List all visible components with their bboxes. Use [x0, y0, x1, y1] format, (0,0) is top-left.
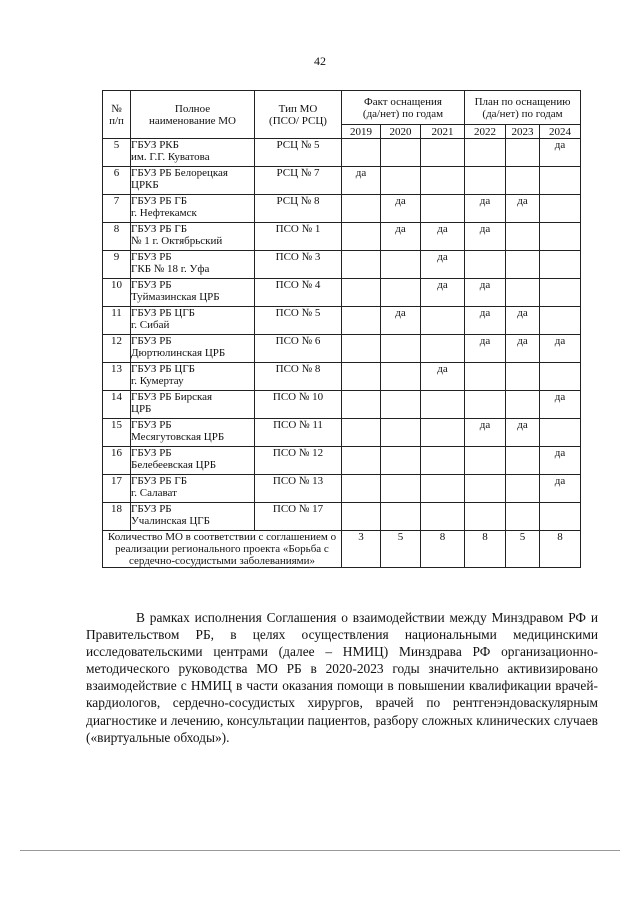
year-cell	[465, 447, 506, 475]
year-cell: да	[465, 307, 506, 335]
year-cell	[342, 195, 381, 223]
year-cell	[465, 251, 506, 279]
header-type: Тип МО (ПСО/ РСЦ)	[255, 91, 342, 139]
org-type: ПСО № 17	[255, 503, 342, 531]
year-cell	[342, 279, 381, 307]
org-name: ГБУЗ РБ ЦГБ г. Сибай	[131, 307, 255, 335]
row-number: 7	[103, 195, 131, 223]
year-cell: да	[506, 307, 540, 335]
year-cell	[421, 447, 465, 475]
year-cell	[381, 419, 421, 447]
header-year: 2020	[381, 125, 421, 139]
year-cell	[506, 251, 540, 279]
year-cell: да	[421, 279, 465, 307]
year-cell	[506, 223, 540, 251]
year-cell	[506, 279, 540, 307]
header-year: 2023	[506, 125, 540, 139]
year-cell: да	[506, 195, 540, 223]
year-cell	[342, 475, 381, 503]
year-cell	[465, 139, 506, 167]
org-type: РСЦ № 8	[255, 195, 342, 223]
year-cell	[465, 503, 506, 531]
org-name: ГБУЗ РБ ГБ № 1 г. Октябрьский	[131, 223, 255, 251]
row-number: 15	[103, 419, 131, 447]
row-number: 16	[103, 447, 131, 475]
year-cell	[342, 419, 381, 447]
org-type: ПСО № 10	[255, 391, 342, 419]
year-cell	[421, 419, 465, 447]
org-name: ГБУЗ РБ Белорецкая ЦРКБ	[131, 167, 255, 195]
row-number: 6	[103, 167, 131, 195]
year-cell: да	[540, 391, 581, 419]
year-cell	[421, 195, 465, 223]
row-number: 13	[103, 363, 131, 391]
table-row	[103, 391, 581, 419]
summary-value: 5	[381, 531, 421, 568]
year-cell: да	[465, 195, 506, 223]
year-cell: да	[465, 223, 506, 251]
year-cell	[506, 391, 540, 419]
org-name: ГБУЗ РБ Туймазинская ЦРБ	[131, 279, 255, 307]
year-cell	[421, 139, 465, 167]
page-number: 42	[314, 54, 326, 68]
year-cell	[540, 363, 581, 391]
table-row	[103, 139, 581, 167]
year-cell	[421, 475, 465, 503]
table-row	[103, 335, 581, 363]
org-type: ПСО № 6	[255, 335, 342, 363]
header-fact: Факт оснащения (да/нет) по годам	[342, 91, 465, 125]
year-cell	[465, 475, 506, 503]
row-number: 18	[103, 503, 131, 531]
year-cell	[465, 167, 506, 195]
org-name: ГБУЗ РБ Белебеевская ЦРБ	[131, 447, 255, 475]
header-year: 2019	[342, 125, 381, 139]
year-cell	[381, 503, 421, 531]
year-cell	[540, 167, 581, 195]
header-year: 2024	[540, 125, 581, 139]
year-cell	[421, 391, 465, 419]
row-number: 10	[103, 279, 131, 307]
year-cell	[342, 251, 381, 279]
summary-label: Количество МО в соответствии с соглашением о реализации регионального проекта «Борьба с сердечно-сосудистыми заболеваниями»	[103, 531, 342, 568]
year-cell: да	[421, 363, 465, 391]
row-number: 8	[103, 223, 131, 251]
table-row	[103, 195, 581, 223]
row-number: 11	[103, 307, 131, 335]
header-year: 2022	[465, 125, 506, 139]
org-name: ГБУЗ РБ Бирская ЦРБ	[131, 391, 255, 419]
year-cell	[342, 139, 381, 167]
year-cell	[540, 223, 581, 251]
year-cell	[342, 223, 381, 251]
header-name: Полное наименование МО	[131, 91, 255, 139]
year-cell: да	[421, 251, 465, 279]
year-cell	[465, 391, 506, 419]
org-type: ПСО № 3	[255, 251, 342, 279]
summary-value: 8	[465, 531, 506, 568]
org-type: ПСО № 1	[255, 223, 342, 251]
year-cell	[381, 335, 421, 363]
year-cell	[381, 251, 421, 279]
year-cell	[506, 447, 540, 475]
year-cell	[381, 391, 421, 419]
year-cell	[381, 363, 421, 391]
table-row	[103, 251, 581, 279]
year-cell: да	[465, 419, 506, 447]
header-num: № п/п	[103, 91, 131, 139]
table-row	[103, 363, 581, 391]
org-type: РСЦ № 7	[255, 167, 342, 195]
org-name: ГБУЗ РБ ЦГБ г. Кумертау	[131, 363, 255, 391]
row-number: 14	[103, 391, 131, 419]
org-type: ПСО № 4	[255, 279, 342, 307]
row-number: 5	[103, 139, 131, 167]
year-cell	[342, 335, 381, 363]
year-cell	[381, 139, 421, 167]
table-row	[103, 447, 581, 475]
org-name: ГБУЗ РБ ГБ г. Нефтекамск	[131, 195, 255, 223]
summary-value: 8	[540, 531, 581, 568]
org-name: ГБУЗ РБ Учалинская ЦГБ	[131, 503, 255, 531]
year-cell	[540, 307, 581, 335]
org-name: ГБУЗ РБ ГБ г. Салават	[131, 475, 255, 503]
year-cell	[540, 419, 581, 447]
table-row	[103, 503, 581, 531]
header-plan: План по оснащению (да/нет) по годам	[465, 91, 581, 125]
year-cell: да	[381, 223, 421, 251]
year-cell	[381, 279, 421, 307]
year-cell	[540, 279, 581, 307]
year-cell	[540, 251, 581, 279]
year-cell: да	[381, 195, 421, 223]
year-cell	[421, 335, 465, 363]
org-type: ПСО № 12	[255, 447, 342, 475]
year-cell: да	[540, 139, 581, 167]
year-cell	[342, 307, 381, 335]
year-cell: да	[540, 335, 581, 363]
equipment-table	[102, 90, 581, 568]
year-cell: да	[421, 223, 465, 251]
year-cell	[506, 503, 540, 531]
org-name: ГБУЗ РБ Дюртюлинская ЦРБ	[131, 335, 255, 363]
year-cell	[506, 139, 540, 167]
year-cell	[342, 363, 381, 391]
row-number: 12	[103, 335, 131, 363]
org-type: ПСО № 13	[255, 475, 342, 503]
year-cell	[506, 475, 540, 503]
table-row	[103, 167, 581, 195]
org-name: ГБУЗ РБ Месягутовская ЦРБ	[131, 419, 255, 447]
year-cell	[381, 167, 421, 195]
year-cell: да	[540, 475, 581, 503]
year-cell	[421, 503, 465, 531]
table-row	[103, 475, 581, 503]
table-row	[103, 419, 581, 447]
summary-value: 5	[506, 531, 540, 568]
year-cell	[381, 475, 421, 503]
year-cell	[540, 503, 581, 531]
year-cell: да	[540, 447, 581, 475]
year-cell	[421, 167, 465, 195]
row-number: 9	[103, 251, 131, 279]
org-type: ПСО № 8	[255, 363, 342, 391]
body-paragraph	[86, 609, 598, 746]
year-cell: да	[506, 419, 540, 447]
year-cell	[506, 167, 540, 195]
table-row	[103, 279, 581, 307]
row-number: 17	[103, 475, 131, 503]
year-cell: да	[465, 335, 506, 363]
year-cell	[506, 363, 540, 391]
table-row	[103, 307, 581, 335]
paragraph-text: В рамках исполнения Соглашения о взаимодействии между Минздравом РФ и Правительством РБ, в целях осуществления национальными медицинскими исследовательскими центрами (далее – НМИЦ) Минздрава РФ организационно-методического руководства МО РБ в 2020-2023 годы значительно активизировано взаимодействие с НМИЦ в части оказания помощи в повышении квалификации врачей-кардиологов, сердечно-сосудистых хирургов, врачей по рентгенэндоваскулярным диагностике и лечению, консультации пациентов, разбору сложных клинических случаев («виртуальные обходы»).	[86, 610, 598, 745]
summary-value: 3	[342, 531, 381, 568]
org-type: ПСО № 5	[255, 307, 342, 335]
year-cell	[421, 307, 465, 335]
org-name: ГБУЗ РКБ им. Г.Г. Куватова	[131, 139, 255, 167]
org-type: РСЦ № 5	[255, 139, 342, 167]
header-year: 2021	[421, 125, 465, 139]
year-cell: да	[465, 279, 506, 307]
year-cell: да	[381, 307, 421, 335]
year-cell	[381, 447, 421, 475]
org-name: ГБУЗ РБ ГКБ № 18 г. Уфа	[131, 251, 255, 279]
table-row	[103, 223, 581, 251]
year-cell	[540, 195, 581, 223]
summary-row	[103, 531, 581, 568]
year-cell	[342, 503, 381, 531]
year-cell: да	[342, 167, 381, 195]
year-cell	[342, 391, 381, 419]
summary-value: 8	[421, 531, 465, 568]
year-cell	[342, 447, 381, 475]
org-type: ПСО № 11	[255, 419, 342, 447]
year-cell	[465, 363, 506, 391]
footer-divider	[20, 850, 620, 851]
year-cell: да	[506, 335, 540, 363]
